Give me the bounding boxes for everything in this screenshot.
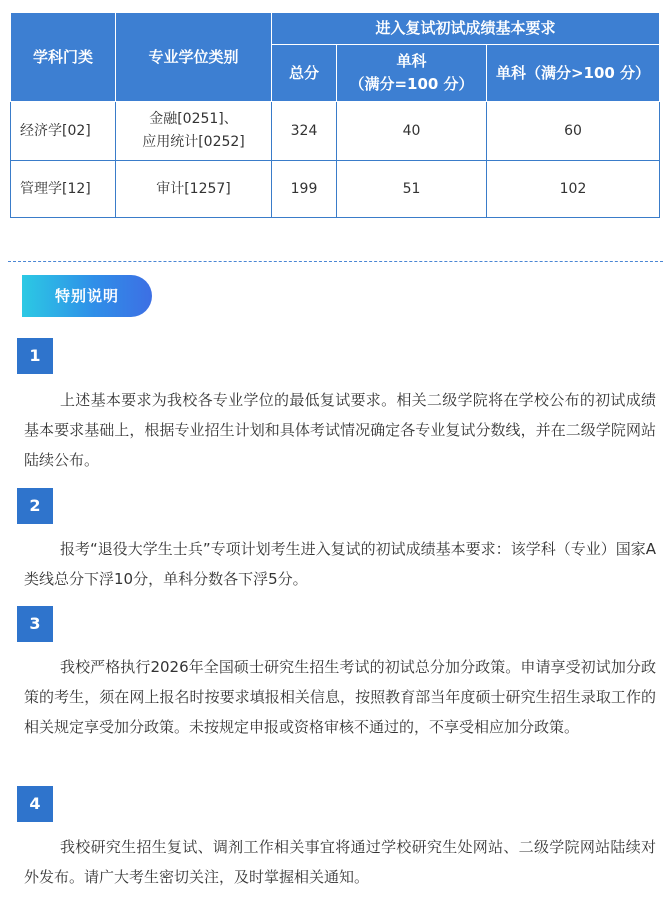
cell-category: 管理学[12] (11, 161, 116, 218)
notice-paragraph: 报考“退役大学生士兵”专项计划考生进入复试的初试成绩基本要求：该学科（专业）国家A类线总分下浮10分，单科分数各下浮5分。 (24, 540, 656, 588)
cell-single-100: 51 (337, 161, 487, 218)
table-row (11, 102, 660, 161)
section-divider (8, 261, 663, 262)
header-category: 学科门类 (11, 13, 116, 102)
score-requirements-table (10, 12, 660, 218)
cell-total: 324 (272, 102, 337, 161)
item-number-badge: 3 (17, 606, 53, 642)
header-group-title: 进入复试初试成绩基本要求 (272, 13, 660, 45)
cell-single-over-100: 102 (487, 161, 660, 218)
header-single-over-100: 单科（满分>100 分） (487, 45, 660, 102)
cell-degree: 审计[1257] (116, 161, 272, 218)
item-number-badge: 2 (17, 488, 53, 524)
cell-total: 199 (272, 161, 337, 218)
header-degree-type: 专业学位类别 (116, 13, 272, 102)
cell-single-over-100: 60 (487, 102, 660, 161)
item-number-badge: 1 (17, 338, 53, 374)
cell-single-100: 40 (337, 102, 487, 161)
table-row (11, 161, 660, 218)
header-single-100: 单科 （满分=100 分） (337, 45, 487, 102)
cell-category: 经济学[02] (11, 102, 116, 161)
notice-title-banner: 特别说明 (22, 275, 152, 317)
item-number-badge: 4 (17, 786, 53, 822)
notice-paragraph: 上述基本要求为我校各专业学位的最低复试要求。相关二级学院将在学校公布的初试成绩基本要求基础上，根据专业招生计划和具体考试情况确定各专业复试分数线，并在二级学院网站陆续公布。 (24, 391, 656, 469)
notice-paragraph: 我校研究生招生复试、调剂工作相关事宜将通过学校研究生处网站、二级学院网站陆续对外发布。请广大考生密切关注，及时掌握相关通知。 (24, 838, 656, 886)
cell-degree: 金融[0251]、 应用统计[0252] (116, 102, 272, 161)
header-total: 总分 (272, 45, 337, 102)
notice-paragraph: 我校严格执行2026年全国硕士研究生招生考试的初试总分加分政策。申请享受初试加分政策的考生，须在网上报名时按要求填报相关信息，按照教育部当年度硕士研究生招生录取工作的相关规定享受加分政策。未按规定申报或资格审核不通过的，不享受相应加分政策。 (24, 658, 656, 736)
